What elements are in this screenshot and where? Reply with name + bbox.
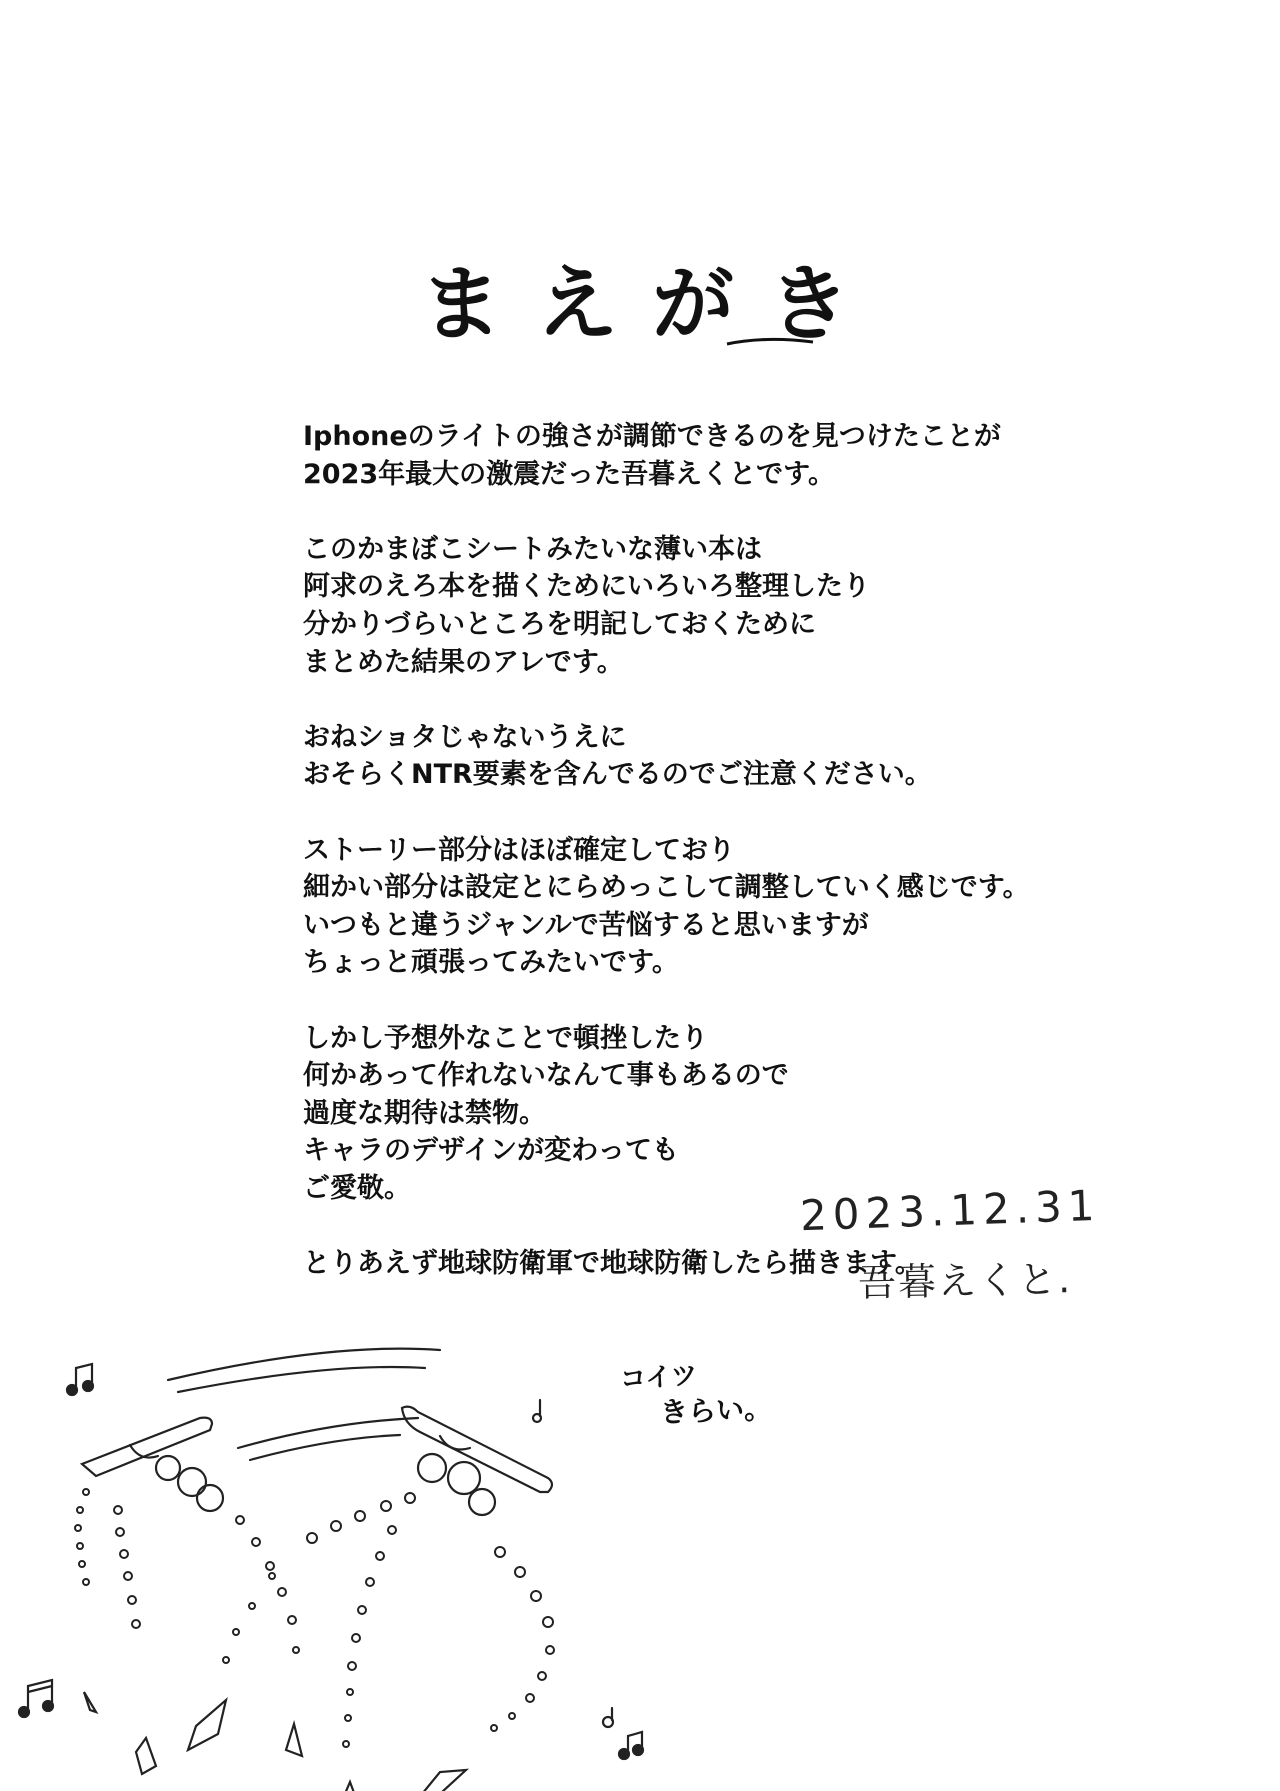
handwritten-signature: 吾暮えくと. xyxy=(857,1257,1073,1305)
text-line: ちょっと頑張ってみたいです。 xyxy=(303,947,679,979)
text-line: おそらくNTR要素を含んでるのでご注意ください。 xyxy=(303,759,932,791)
text-line: 分かりづらいところを明記しておくために xyxy=(303,608,816,640)
title-underline-stroke xyxy=(725,332,815,352)
text-line: 阿求のえろ本を描くためにいろいろ整理したり xyxy=(303,571,870,603)
text-line: 過度な期待は禁物。 xyxy=(303,1097,546,1129)
text-line: しかし予想外なことで頓挫したり xyxy=(303,1022,708,1054)
text-line: いつもと違うジャンルで苦悩すると思いますが xyxy=(303,909,869,941)
text-line: Iphoneのライトの強さが調節できるのを見つけたことが xyxy=(303,421,1001,452)
paragraph xyxy=(303,531,1123,681)
paragraph xyxy=(303,719,1123,794)
page-title: まえがき xyxy=(420,257,885,352)
paragraph xyxy=(303,418,1123,493)
skipping-rope-doodle xyxy=(0,1320,1280,1791)
handwritten-date: 2023.12.31 xyxy=(799,1180,1102,1241)
paragraph xyxy=(303,832,1123,982)
text-line: まとめた結果のアレです。 xyxy=(303,646,624,678)
text-line: おねショタじゃないうえに xyxy=(303,721,627,753)
text-line: ストーリー部分はほぼ確定しており xyxy=(303,834,735,866)
text-line: キャラのデザインが変わっても xyxy=(303,1135,679,1167)
caption-line: きらい。 xyxy=(659,1392,773,1429)
paragraph xyxy=(303,1020,1123,1208)
text-line: 2023年最大の激震だった吾暮えくとです。 xyxy=(303,458,835,490)
caption-line: コイツ xyxy=(619,1360,699,1395)
text-line: 何かあって作れないなんて事もあるので xyxy=(303,1060,789,1092)
text-line: 細かい部分は設定とにらめっこして調整していく感じです。 xyxy=(303,872,1030,904)
text-line: このかまぼこシートみたいな薄い本は xyxy=(303,533,762,565)
text-line: ご愛敬。 xyxy=(303,1172,411,1204)
text-line: とりあえず地球防衛軍で地球防衛したら描きます。 xyxy=(303,1248,922,1280)
